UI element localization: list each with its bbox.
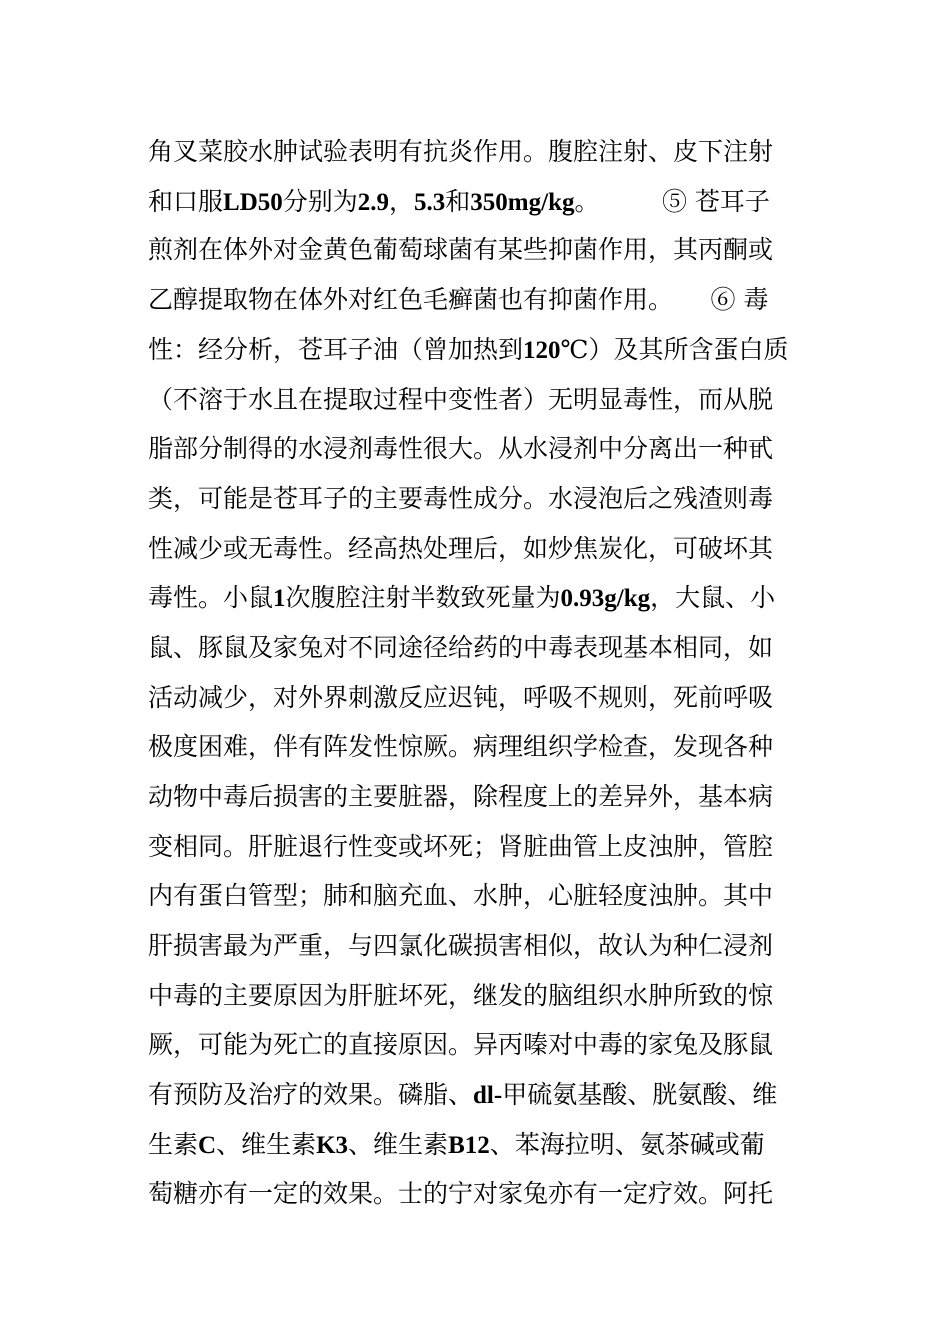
text-line: 中毒的主要原因为肝脏坏死，继发的脑组织水肿所致的惊	[148, 981, 774, 1010]
text-line: 和口服LD50分别为2.9，5.3和350mg/kg。 ⑤ 苍耳子	[148, 187, 770, 216]
text-line: 厥，可能为死亡的直接原因。异丙嗪对中毒的家兔及豚鼠	[148, 1030, 774, 1059]
text-line: 煎剂在体外对金黄色葡萄球菌有某些抑菌作用，其丙酮或	[148, 235, 774, 264]
text-line: 内有蛋白管型；肺和脑充血、水肿，心脏轻度浊肿。其中	[148, 881, 774, 910]
text-line: 类，可能是苍耳子的主要毒性成分。水浸泡后之残渣则毒	[148, 484, 774, 513]
text-line: 动物中毒后损害的主要脏器，除程度上的差异外，基本病	[148, 782, 774, 811]
text-line: 肝损害最为严重，与四氯化碳损害相似，故认为种仁浸剂	[148, 931, 774, 960]
text-line: 极度困难，伴有阵发性惊厥。病理组织学检查，发现各种	[148, 732, 774, 761]
text-line: 角叉菜胶水肿试验表明有抗炎作用。腹腔注射、皮下注射	[148, 137, 774, 166]
text-line: 毒性。小鼠1次腹腔注射半数致死量为0.93g/kg，大鼠、小	[148, 583, 776, 612]
text-line: 生素C、维生素K3、维生素B12、苯海拉明、氨茶碱或葡	[148, 1130, 765, 1159]
text-line: 乙醇提取物在体外对红色毛癣菌也有抑菌作用。 ⑥ 毒	[148, 285, 769, 314]
text-line: 有预防及治疗的效果。磷脂、dl-甲硫氨基酸、胱氨酸、维	[148, 1080, 778, 1109]
text-line: 脂部分制得的水浸剂毒性很大。从水浸剂中分离出一种甙	[148, 434, 774, 463]
text-line: 性：经分析，苍耳子油（曾加热到120℃）及其所含蛋白质	[148, 335, 789, 364]
text-line: 活动减少，对外界刺激反应迟钝，呼吸不规则，死前呼吸	[148, 683, 774, 712]
text-line: 萄糖亦有一定的效果。士的宁对家兔亦有一定疗效。阿托	[148, 1179, 774, 1208]
text-line: 鼠、豚鼠及家兔对不同途径给药的中毒表现基本相同，如	[148, 633, 774, 662]
text-line: 性减少或无毒性。经高热处理后，如炒焦炭化，可破坏其	[148, 534, 774, 563]
text-line: 变相同。肝脏退行性变或坏死；肾脏曲管上皮浊肿，管腔	[148, 832, 774, 861]
text-line: （不溶于水且在提取过程中变性者）无明显毒性，而从脱	[148, 385, 774, 414]
